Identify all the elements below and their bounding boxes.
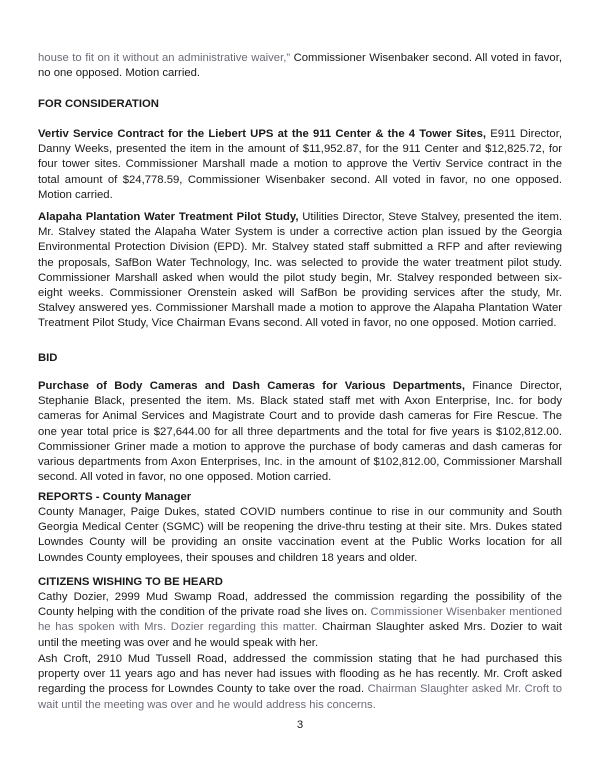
- vertiv-body: E911 Director, Danny Weeks, presented the item in the amount of $11,952.87, for the 911 Center and $12,825.72, for four tower sites. Commissioner Marshall made a motion to approve the Vertiv Service contract in the total amount of $24,778.59, Commissioner Wisenbaker second. All voted in favor, no one opposed. Motion carried.: [38, 128, 562, 201]
- intro-quote: house to fit on it without an administrative waiver,”: [38, 52, 291, 64]
- dozier-wisenbaker: Commissioner Wisenbaker mentioned he has spoken with Mrs. Dozier regarding this matter.: [38, 606, 562, 634]
- heading-reports: REPORTS - County Manager: [38, 491, 192, 503]
- croft-chairman: Chairman Slaughter asked Mr. Croft to wait until the meeting was over and he would address his concerns.: [38, 683, 562, 711]
- alapaha-paragraph: [38, 210, 562, 332]
- dozier-text: Cathy Dozier, 2999 Mud Swamp Road, addressed the commission regarding the possibility of the County helping with the condition of the private road she lives on.: [38, 591, 562, 619]
- dozier-chairman: Chairman Slaughter asked Mrs. Dozier to wait until the meeting was over and he would speak with her.: [38, 621, 563, 649]
- page-number: 3: [296, 719, 304, 731]
- cameras-body: Finance Director, Stephanie Black, presented the item. Ms. Black stated staff met with Axon Enterprise, Inc. for body cameras for Animal Services and Magistrate Court and to provide dash cameras for Fire Rescue. The one year total price is $27,644.00 for all three departments and the total for five years is $102,812.00. Commissioner Griner made a motion to approve the purchase of body cameras and dash cameras for various departments from Axon Enterprises, Inc. in the amount of $102,812.00, Commissioner Marshall second. All voted in favor, no one opposed. Motion carried.: [38, 380, 562, 484]
- heading-bid: BID: [38, 352, 58, 364]
- alapaha-body: Utilities Director, Steve Stalvey, presented the item. Mr. Stalvey stated the Alapaha Water System is under a corrective action plan issued by the Georgia Environmental Protection Division (EPD). Mr. Stalvey stated staff submitted a RFP and after reviewing the proposals, SafBon Water Technology, Inc. was selected to provide the water treatment pilot study. Commissioner Marshall asked when would the pilot study begin, Mr. Stalvey responded between six-eight weeks. Commissioner Orenstein asked will SafBon be providing services after the study, Mr. Stalvey answered yes. Commissioner Marshall made a motion to approve the Alapaha Plantation Water Treatment Pilot Study, Vice Chairman Evans second. All voted in favor, no one opposed. Motion carried.: [38, 211, 562, 330]
- croft-paragraph: [38, 652, 562, 713]
- heading-for-consideration: FOR CONSIDERATION: [38, 98, 159, 110]
- heading-citizens: CITIZENS WISHING TO BE HEARD: [38, 576, 223, 588]
- reports-paragraph: County Manager, Paige Dukes, stated COVID numbers continue to rise in our community and South Georgia Medical Center (SGMC) will be reopening the drive-thru testing at their site. Mrs. Dukes stated Lowndes County will be providing an onsite vaccination event at the Public Works location for all Lowndes County employees, their spouses and children 18 years and older.: [38, 506, 562, 564]
- vertiv-title: Vertiv Service Contract for the Liebert UPS at the 911 Center & the 4 Tower Sites,: [38, 128, 487, 140]
- vertiv-paragraph: [38, 127, 562, 203]
- cameras-paragraph: [38, 379, 562, 485]
- dozier-paragraph: [38, 590, 562, 651]
- alapaha-title: Alapaha Plantation Water Treatment Pilot Study,: [38, 211, 299, 223]
- cameras-title: Purchase of Body Cameras and Dash Cameras for Various Departments,: [38, 380, 466, 392]
- croft-text: Ash Croft, 2910 Mud Tussell Road, addressed the commission stating that he had purchased this property over 11 years ago and has never had issues with flooding as he has recently. Mr. Croft asked regarding the process for Lowndes County to take over the road.: [38, 653, 562, 696]
- intro-paragraph: [38, 51, 562, 81]
- intro-text: Commissioner Wisenbaker second. All voted in favor, no one opposed. Motion carried.: [38, 52, 562, 80]
